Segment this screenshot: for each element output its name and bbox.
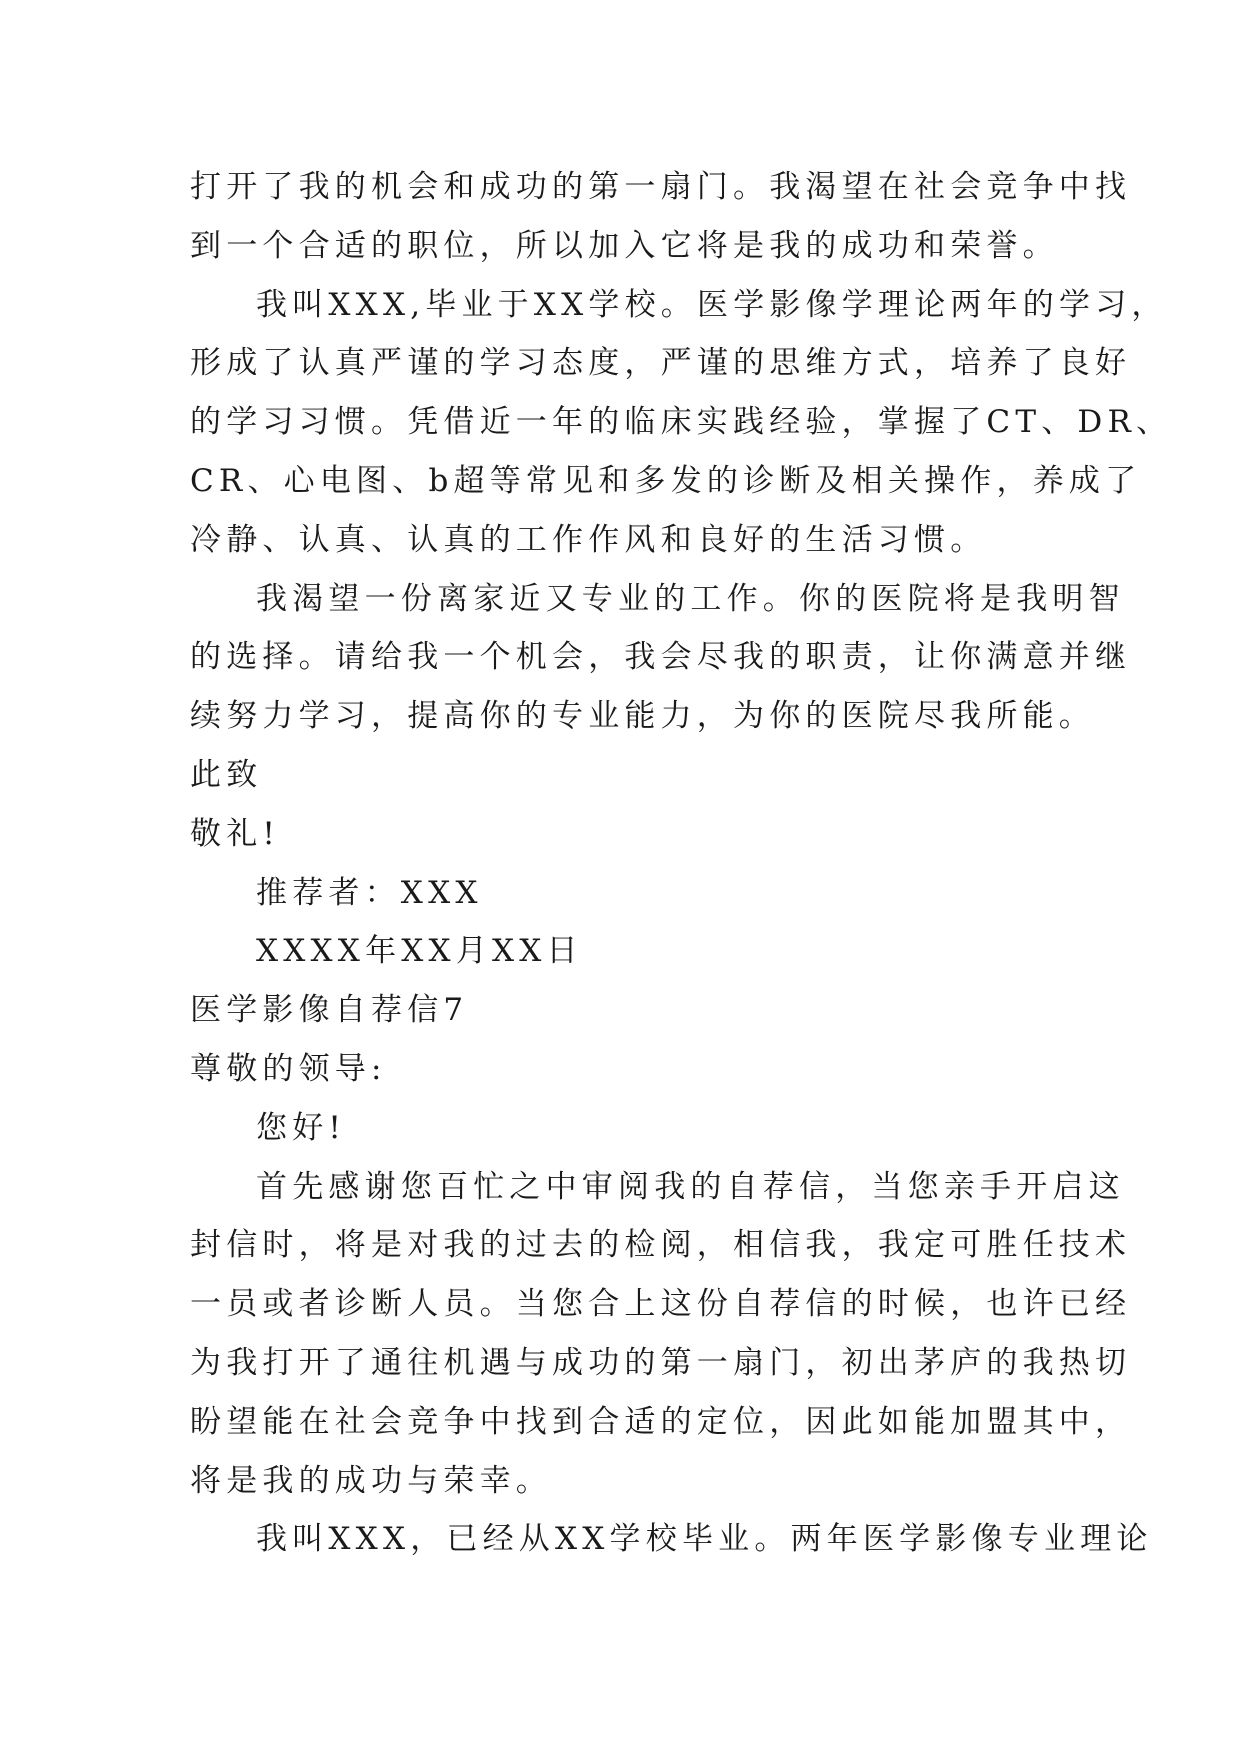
text-line: 的学习习惯。凭借近一年的临床实践经验，掌握了CT、DR、 [190,404,1173,441]
text-line: CR、心电图、b超等常见和多发的诊断及相关操作，养成了 [190,462,1142,499]
text-line: 为我打开了通往机遇与成功的第一扇门，初出茅庐的我热切 [190,1344,1132,1381]
text-line: 到一个合适的职位，所以加入它将是我的成功和荣誉。 [190,227,1059,264]
text-line: 的选择。请给我一个机会，我会尽我的职责，让你满意并继 [190,639,1132,676]
letter-body [190,158,1173,1569]
greeting-hello: 您好! [256,1109,347,1146]
section-heading: 医学影像自荐信7 [190,992,469,1029]
closing-salutation: 此致 [190,756,263,793]
text-line: 冷静、认真、认真的工作作风和良好的生活习惯。 [190,521,987,558]
text-line: 盼望能在社会竞争中找到合适的定位，因此如能加盟其中， [190,1403,1132,1440]
text-line: 打开了我的机会和成功的第一扇门。我渴望在社会竞争中找 [190,169,1132,205]
date-line: XXXX年XX月XX日 [256,933,583,970]
text-line: 封信时，将是对我的过去的检阅，相信我，我定可胜任技术 [190,1227,1132,1264]
paragraph-start-line: 首先感谢您百忙之中审阅我的自荐信，当您亲手开启这 [256,1168,1125,1205]
paragraph-start-line: 我叫XXX，已经从XX学校毕业。两年医学影像专业理论 [256,1521,1153,1558]
text-line: 将是我的成功与荣幸。 [190,1462,552,1499]
text-line: 形成了认真严谨的学习态度，严谨的思维方式，培养了良好 [190,345,1132,382]
signature-line: 推荐者：XXX [256,874,483,911]
paragraph-start-line: 我渴望一份离家近又专业的工作。你的医院将是我明智 [256,580,1125,617]
text-line: 续努力学习，提高你的专业能力，为你的医院尽我所能。 [190,698,1095,735]
closing-regards: 敬礼! [190,815,281,852]
text-line: 一员或者诊断人员。当您合上这份自荐信的时候，也许已经 [190,1286,1132,1323]
greeting: 尊敬的领导: [190,1050,387,1087]
paragraph-start-line: 我叫XXX,毕业于XX学校。医学影像学理论两年的学习， [256,286,1168,323]
